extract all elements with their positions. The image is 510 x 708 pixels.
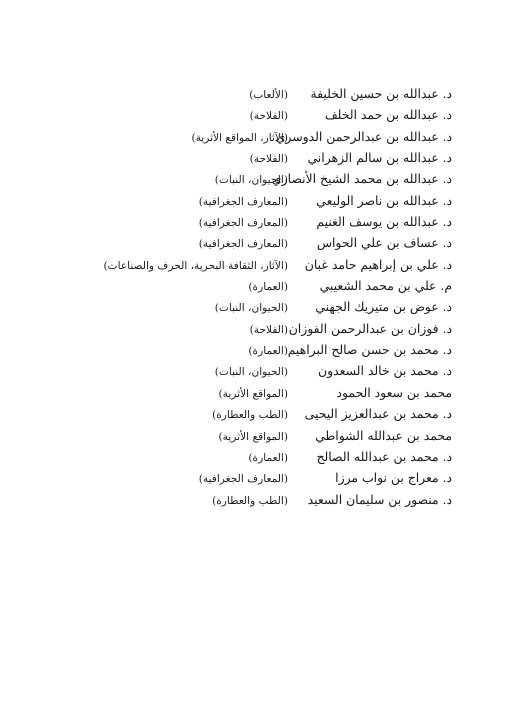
list-item <box>32 425 452 446</box>
contributor-name: د. عبدالله بن محمد الشيخ الأنصاري <box>271 171 452 187</box>
contributor-field: (العمارة) <box>248 451 288 464</box>
contributor-field: (الألعاب) <box>249 89 288 101</box>
list-item <box>32 339 452 360</box>
contributor-name: د. عبدالله بن حسين الخليفة <box>310 86 452 101</box>
contributor-field: (المعارف الجغرافية) <box>198 217 288 230</box>
contributor-field: (المواقع الأثرية) <box>218 387 288 400</box>
contributor-field: (العمارة) <box>248 345 288 358</box>
contributor-name: محمد بن سعود الحمود <box>336 384 452 400</box>
list-item <box>32 467 452 488</box>
contributor-field: (العمارة) <box>248 281 288 294</box>
contributor-name: د. عبدالله بن عبدالرحمن الدوسري <box>275 128 452 144</box>
contributor-field: (الحيوان، النبات) <box>214 174 288 187</box>
list-item <box>32 296 452 317</box>
list-item <box>32 489 452 510</box>
contributor-name: د. عبدالله بن سالم الزهراني <box>307 150 452 166</box>
contributor-name: د. محمد بن خالد السعدون <box>318 363 452 379</box>
list-item <box>32 318 452 339</box>
list-item <box>32 211 452 232</box>
list-item <box>32 382 452 403</box>
contributor-name: محمد بن عبدالله الشواطي <box>315 427 452 443</box>
contributor-name: م. علي بن محمد الشعيبي <box>319 278 452 294</box>
list-item <box>32 360 452 381</box>
list-item <box>32 126 452 147</box>
list-item <box>32 403 452 424</box>
contributor-field: (الحيوان، النبات) <box>214 366 288 379</box>
contributor-name: د. عساف بن علي الحواس <box>316 235 452 251</box>
list-item <box>32 83 452 104</box>
contributor-field: (المعارف الجغرافية) <box>198 195 288 208</box>
contributor-name: د. محمد بن عبدالله الصالح <box>316 448 452 464</box>
list-item <box>32 168 452 189</box>
contributor-name: د. عبدالله بن حمد الخلف <box>324 107 452 123</box>
contributor-field: (الفلاحة) <box>249 110 288 123</box>
contributor-name: د. منصور بن سليمان السعيد <box>307 491 452 507</box>
contributor-field: (الفلاحة) <box>249 323 288 336</box>
contributor-name: د. عبدالله بن يوسف الغنيم <box>316 214 452 230</box>
list-item <box>32 254 452 275</box>
contributor-field: (المواقع الأثرية) <box>218 430 288 443</box>
contributor-field: (الطب والعطارة) <box>212 409 288 422</box>
contributor-field: (المعارف الجغرافية) <box>198 473 288 486</box>
contributor-name: د. محمد بن حسن صالح البراهيم <box>287 342 452 358</box>
list-item <box>32 104 452 125</box>
contributor-field: (الحيوان، النبات) <box>214 302 288 315</box>
contributor-name: د. علي بن إبراهيم حامد غبان <box>304 256 452 272</box>
contributor-field: (الآثار، الثقافة البحرية، الحرف والصناعات) <box>103 259 288 272</box>
list-item <box>32 147 452 168</box>
contributor-field: (الآثار، المواقع الأثرية) <box>191 131 288 144</box>
contributor-name: د. محمد بن عبدالعزيز اليحيى <box>304 406 452 422</box>
list-item <box>32 275 452 296</box>
contributor-name: د. عوض بن متيريك الجهني <box>315 299 452 315</box>
contributor-name: د. معراج بن نواب مرزا <box>335 470 452 486</box>
contributor-field: (الطب والعطارة) <box>212 494 288 507</box>
list-item <box>32 232 452 253</box>
contributors-list <box>32 83 452 510</box>
contributor-name: د. عبدالله بن ناصر الوليعي <box>316 192 452 208</box>
contributor-field: (المعارف الجغرافية) <box>198 238 288 251</box>
list-item <box>32 446 452 467</box>
contributor-name: د. فوزان بن عبدالرحمن الفوزان <box>288 320 452 336</box>
list-item <box>32 190 452 211</box>
contributor-field: (الفلاحة) <box>249 153 288 166</box>
